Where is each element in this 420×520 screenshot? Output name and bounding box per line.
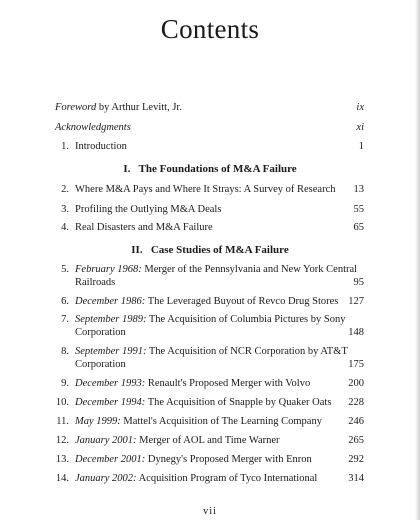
- entry-page: 148: [348, 327, 364, 338]
- entry-page: 265: [348, 435, 364, 446]
- entry-number: 7.: [61, 314, 69, 325]
- entry-label-italic: Acknowledgments: [55, 122, 131, 133]
- entry-title: Real Disasters and M&A Failure: [75, 222, 213, 233]
- entry-date: December 1993:: [75, 378, 146, 389]
- toc-entry-foreword: [55, 101, 364, 114]
- toc-entry-2: [52, 183, 364, 196]
- part-title: Case Studies of M&A Failure: [150, 244, 289, 256]
- entry-number: 6.: [61, 296, 69, 307]
- entry-number: 9.: [61, 378, 69, 389]
- entry-title: Dynegy's Proposed Merger with Enron: [145, 454, 312, 465]
- page-title: Contents: [160, 14, 260, 44]
- entry-title: Profiling the Outlying M&A Deals: [75, 204, 222, 215]
- toc-entry-1: [52, 140, 364, 153]
- part-numeral: I.: [123, 163, 131, 175]
- entry-title: Merger of AOL and Time Warner: [136, 435, 280, 446]
- entry-title: Introduction: [75, 141, 127, 152]
- entry-title: Where M&A Pays and Where It Strays: A Survey of Research: [75, 184, 336, 195]
- page-folio: vii: [202, 506, 218, 517]
- toc-entry-6: [52, 295, 364, 308]
- part-heading-1: [0, 163, 420, 175]
- entry-number: 8.: [61, 346, 69, 357]
- entry-number: 10.: [55, 397, 69, 408]
- entry-date: January 2001:: [75, 435, 137, 446]
- entry-page: 95: [353, 277, 364, 288]
- entry-title: Renault's Proposed Merger with Volvo: [145, 378, 311, 389]
- entry-number: 2.: [61, 184, 69, 195]
- toc-entry-11: [52, 415, 364, 428]
- entry-page: 55: [353, 204, 364, 215]
- toc-entry-4: [52, 221, 364, 234]
- page-edge-shadow: [415, 0, 420, 520]
- entry-date: December 2001:: [75, 454, 146, 465]
- entry-title: The Acquisition of Snapple by Quaker Oats: [145, 397, 332, 408]
- toc-entry-14: [52, 472, 364, 485]
- entry-page: 13: [353, 184, 364, 195]
- entry-page: 65: [353, 222, 364, 233]
- entry-page: 246: [348, 416, 364, 427]
- toc-entry-3: [52, 203, 364, 216]
- entry-title: The Acquisition of NCR Corporation by AT&T Corporation: [75, 346, 348, 370]
- entry-page: 175: [348, 359, 364, 370]
- entry-page: 292: [348, 454, 364, 465]
- entry-page: 127: [348, 296, 364, 307]
- toc-entry-10: [52, 396, 364, 409]
- entry-page: 200: [348, 378, 364, 389]
- entry-date: January 2002:: [75, 473, 137, 484]
- entry-title: The Acquisition of Columbia Pictures by Sony Corporation: [75, 314, 346, 338]
- entry-title: The Leveraged Buyout of Revco Drug Stores: [145, 296, 339, 307]
- toc-entry-9: [52, 377, 364, 390]
- entry-label: by Arthur Levitt, Jr.: [96, 102, 182, 113]
- entry-page: 314: [348, 473, 364, 484]
- entry-date: February 1968:: [75, 264, 142, 275]
- toc-entry-12: [52, 434, 364, 447]
- entry-title: Acquisition Program of Tyco International: [136, 473, 318, 484]
- entry-title: Mattel's Acquisition of The Learning Company: [120, 416, 322, 427]
- entry-date: December 1986:: [75, 296, 146, 307]
- part-heading-2: [0, 244, 420, 256]
- toc-entry-8: [52, 345, 364, 371]
- entry-number: 4.: [61, 222, 69, 233]
- entry-number: 14.: [55, 473, 69, 484]
- entry-page: 228: [348, 397, 364, 408]
- toc-entry-7: [52, 313, 364, 339]
- entry-number: 12.: [55, 435, 69, 446]
- entry-number: 11.: [56, 416, 69, 427]
- part-numeral: II.: [131, 244, 143, 256]
- toc-entry-13: [52, 453, 364, 466]
- entry-page: xi: [356, 122, 364, 133]
- entry-date: May 1999:: [75, 416, 121, 427]
- entry-number: 13.: [55, 454, 69, 465]
- toc-entry-acknowledgments: [55, 121, 364, 134]
- entry-date: September 1991:: [75, 346, 147, 357]
- entry-page: 1: [358, 141, 364, 152]
- entry-number: 5.: [61, 264, 69, 275]
- entry-date: December 1994:: [75, 397, 146, 408]
- entry-number: 1.: [61, 141, 69, 152]
- entry-title: Merger of the Pennsylvania and New York Central Railroads: [75, 264, 358, 288]
- part-title: The Foundations of M&A Failure: [138, 163, 297, 175]
- entry-label-italic: Foreword: [55, 102, 97, 113]
- toc-entry-5: [52, 263, 364, 289]
- entry-number: 3.: [61, 204, 69, 215]
- entry-date: September 1989:: [75, 314, 147, 325]
- entry-page: ix: [356, 102, 364, 113]
